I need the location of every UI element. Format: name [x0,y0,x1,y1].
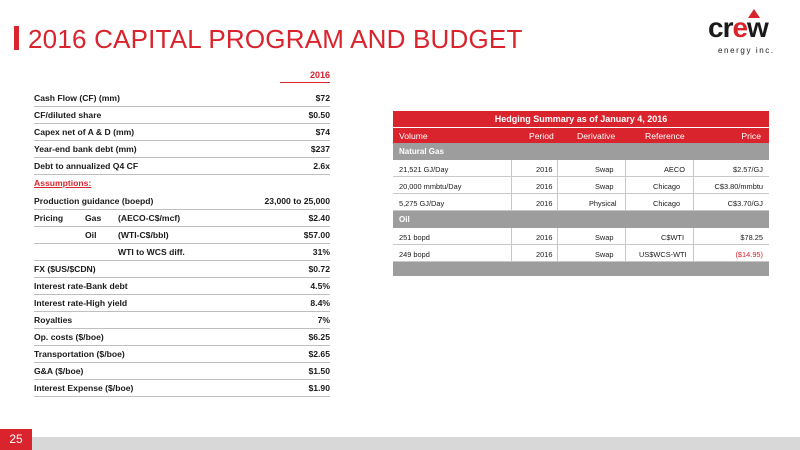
budget-header-underline [280,82,330,83]
budget-row [34,107,330,124]
col-price: Price [741,131,761,141]
budget-row-value: 7% [317,315,330,325]
budget-row-value: $1.50 [308,366,330,376]
logo-wordmark: crew [708,12,768,43]
page-number: 25 [0,429,32,450]
table-row [393,228,769,245]
budget-row [34,158,330,175]
table-row [393,160,769,177]
pricing-value: 31% [312,247,330,257]
cell-reference: Chicago [653,182,681,191]
hedging-section-natural-gas: Natural Gas [393,143,769,160]
pricing-unit: WTI to WCS diff. [118,247,185,257]
cell-reference: Chicago [653,199,681,208]
logo-arrow-icon [748,9,760,18]
budget-row-label: Op. costs ($/boe) [34,332,104,342]
cell-reference: US$WCS-WTI [639,250,687,259]
cell-derivative: Swap [595,250,614,259]
budget-row [34,346,330,363]
budget-row [34,141,330,158]
pricing-commodity: Gas [85,213,102,223]
assumptions-heading-row [34,175,330,192]
cell-price: C$3.70/GJ [727,199,763,208]
cell-derivative: Swap [595,233,614,242]
budget-row [34,90,330,107]
crew-energy-logo [704,10,790,58]
pricing-value: $57.00 [303,230,330,240]
cell-derivative: Swap [595,165,614,174]
budget-row-value: 8.4% [310,298,330,308]
cell-volume: 249 bopd [399,250,430,259]
cell-reference: C$WTI [661,233,684,242]
budget-row-value: 2.6x [313,161,330,171]
budget-row-label: Interest Expense ($/boe) [34,383,134,393]
cell-price: $2.57/GJ [733,165,763,174]
cell-volume: 21,521 GJ/Day [399,165,449,174]
budget-row-label: G&A ($/boe) [34,366,84,376]
pricing-label: Pricing [34,213,64,223]
hedging-table-footer [393,262,769,276]
budget-row-value: $0.50 [308,110,330,120]
budget-row-label: Capex net of A & D (mm) [34,127,135,137]
budget-row-label: Debt to annualized Q4 CF [34,161,139,171]
budget-row-label: CF/diluted share [34,110,102,120]
budget-row [34,278,330,295]
col-volume: Volume [399,131,428,141]
budget-row-label: Royalties [34,315,73,325]
budget-row-value: $72 [315,93,330,103]
hedging-section-oil: Oil [393,211,769,228]
hedging-column-headers [393,127,769,143]
cell-price: C$3.80/mmbtu [714,182,763,191]
hedging-summary-table [393,111,769,276]
cell-price: $78.25 [740,233,763,242]
col-derivative: Derivative [577,131,616,141]
col-reference: Reference [645,131,685,141]
logo-subtitle: energy inc. [718,46,775,55]
budget-row [34,363,330,380]
budget-row-value: $0.72 [308,264,330,274]
budget-row-label: FX ($US/$CDN) [34,264,96,274]
budget-row [34,193,330,210]
budget-row-label: Interest rate-High yield [34,298,128,308]
production-guidance-value: 23,000 to 25,000 [264,196,330,206]
budget-row-value: 4.5% [310,281,330,291]
pricing-commodity: Oil [85,230,97,240]
budget-row-value: $74 [315,127,330,137]
hedging-title: Hedging Summary as of January 4, 2016 [393,111,769,127]
budget-column-header: 2016 [309,70,330,80]
pricing-row-oil [34,227,330,244]
cell-derivative: Swap [595,182,614,191]
budget-row [34,380,330,397]
budget-row-label: Cash Flow (CF) (mm) [34,93,120,103]
title-accent-bar [14,26,19,50]
cell-period: 2016 [536,199,553,208]
cell-volume: 5,275 GJ/Day [399,199,445,208]
budget-row-value: $237 [310,144,330,154]
page-title: 2016 CAPITAL PROGRAM AND BUDGET [28,24,523,54]
cell-period: 2016 [536,182,553,191]
cell-reference: AECO [664,165,685,174]
table-row [393,177,769,194]
assumptions-heading: Assumptions: [34,178,92,188]
budget-row [34,312,330,329]
table-row [393,245,769,262]
pricing-unit: (AECO-C$/mcf) [118,213,181,223]
cell-derivative: Physical [589,199,617,208]
budget-row [34,295,330,312]
cell-price-negative: ($14.95) [735,250,763,259]
pricing-row-gas [34,210,330,227]
budget-row-value: $1.90 [308,383,330,393]
pricing-unit: (WTI-C$/bbl) [118,230,169,240]
budget-row-value: $6.25 [308,332,330,342]
budget-row [34,261,330,278]
budget-row-value: $2.65 [308,349,330,359]
budget-row-label: Interest rate-Bank debt [34,281,128,291]
cell-period: 2016 [536,165,553,174]
cell-period: 2016 [536,233,553,242]
cell-period: 2016 [536,250,553,259]
budget-row [34,329,330,346]
budget-row-label: Year-end bank debt (mm) [34,144,137,154]
col-period: Period [529,131,554,141]
budget-row [34,124,330,141]
pricing-row-wcs-diff [34,244,330,261]
production-guidance-label: Production guidance (boepd) [34,196,154,206]
cell-volume: 20,000 mmbtu/Day [399,182,462,191]
cell-volume: 251 bopd [399,233,430,242]
footer-bar [0,437,800,450]
pricing-value: $2.40 [308,213,330,223]
budget-row-label: Transportation ($/boe) [34,349,125,359]
table-row [393,194,769,211]
